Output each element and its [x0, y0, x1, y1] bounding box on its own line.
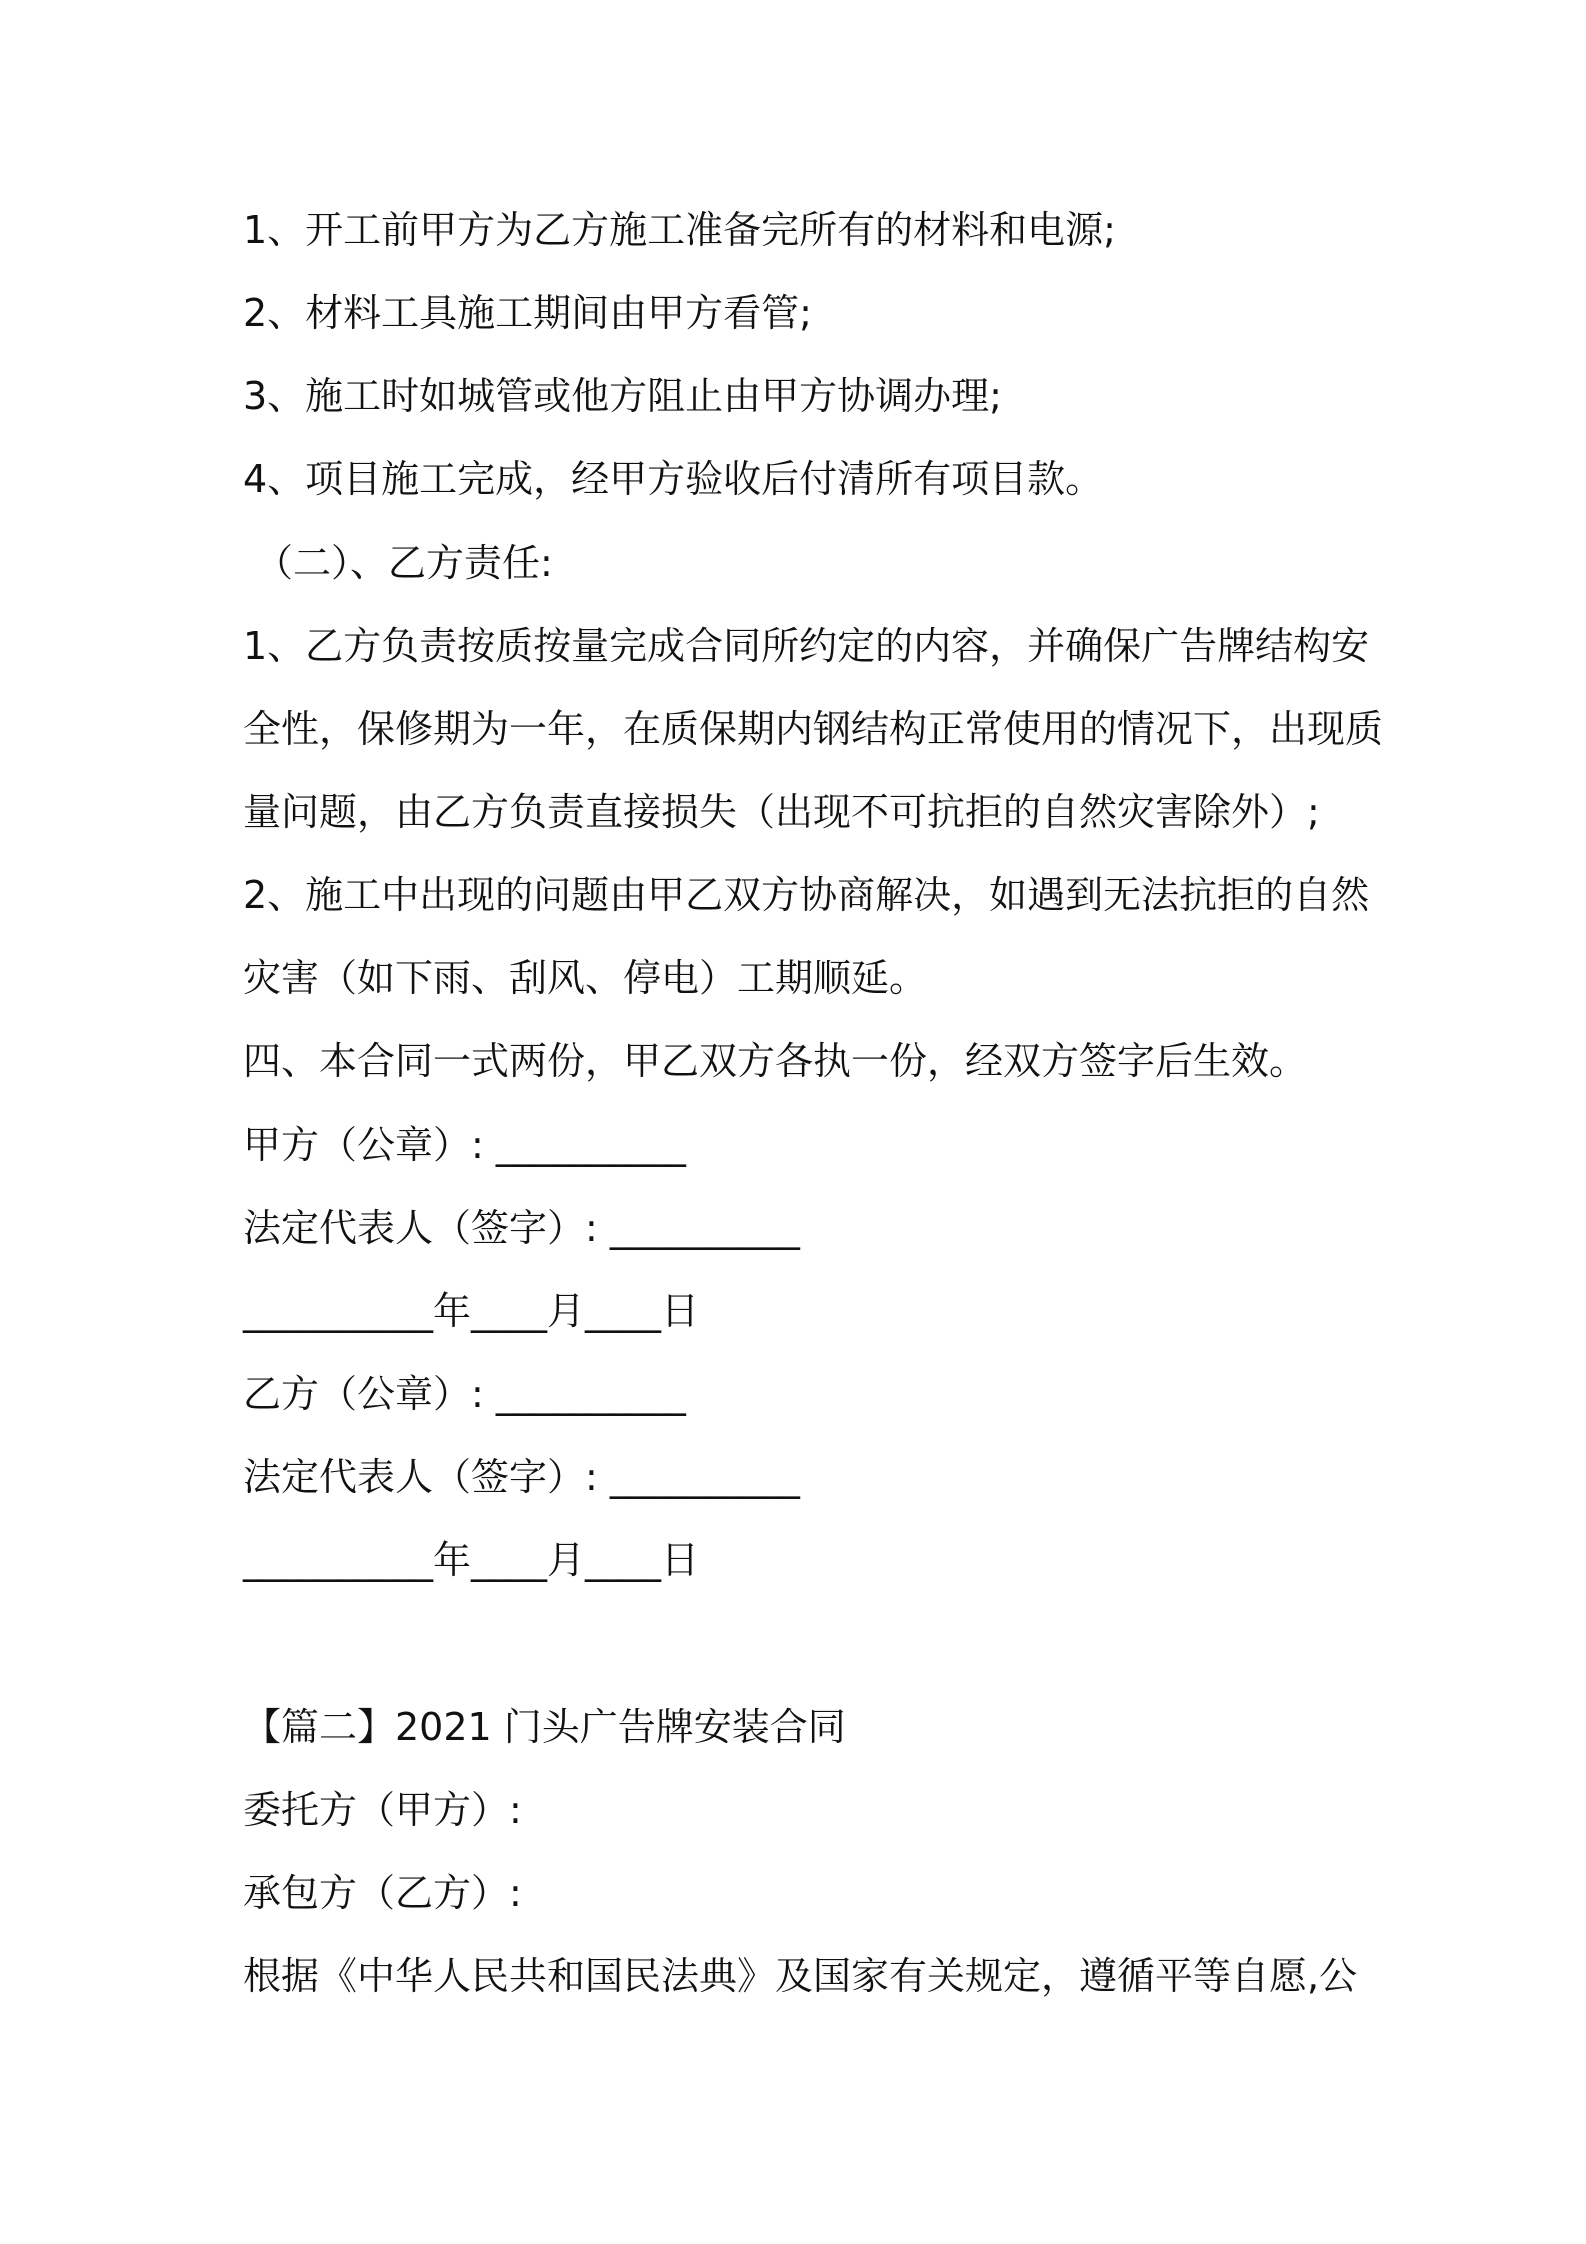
party-b-heading: （二）、乙方责任:	[255, 541, 553, 585]
party-b-date: __________年____月____日	[243, 1538, 700, 1582]
contractor-party-label: 承包方（乙方）:	[243, 1871, 522, 1915]
party-a-duty-4: 4、项目施工完成，经甲方验收后付清所有项目款。	[243, 457, 1104, 501]
party-b-seal: 乙方（公章）: __________	[243, 1372, 686, 1416]
section-two-title: 【篇二】2021 门头广告牌安装合同	[243, 1705, 846, 1749]
party-b-duty-line-1: 1、乙方负责按质按量完成合同所约定的内容，并确保广告牌结构安	[243, 624, 1370, 668]
clause-four: 四、本合同一式两份，甲乙双方各执一份，经双方签字后生效。	[243, 1039, 1308, 1083]
party-a-duty-2: 2、材料工具施工期间由甲方看管;	[243, 291, 812, 335]
party-a-date: __________年____月____日	[243, 1289, 700, 1333]
preamble-text: 根据《中华人民共和国民法典》及国家有关规定，遵循平等自愿,公	[243, 1954, 1358, 1998]
party-b-duty-line-3: 量问题，由乙方负责直接损失（出现不可抗拒的自然灾害除外）;	[243, 790, 1320, 834]
party-b-duty-line-4: 2、施工中出现的问题由甲乙双方协商解决，如遇到无法抗拒的自然	[243, 873, 1370, 917]
party-a-duty-3: 3、施工时如城管或他方阻止由甲方协调办理;	[243, 374, 1002, 418]
party-a-seal: 甲方（公章）: __________	[243, 1123, 686, 1167]
party-b-representative: 法定代表人（签字）: __________	[243, 1455, 800, 1499]
party-a-representative: 法定代表人（签字）: __________	[243, 1206, 800, 1250]
party-b-duty-line-5: 灾害（如下雨、刮风、停电）工期顺延。	[243, 956, 928, 1000]
party-b-duty-line-2: 全性，保修期为一年，在质保期内钢结构正常使用的情况下，出现质	[243, 707, 1384, 751]
party-a-duty-1: 1、开工前甲方为乙方施工准备完所有的材料和电源;	[243, 208, 1116, 252]
client-party-label: 委托方（甲方）:	[243, 1788, 522, 1832]
